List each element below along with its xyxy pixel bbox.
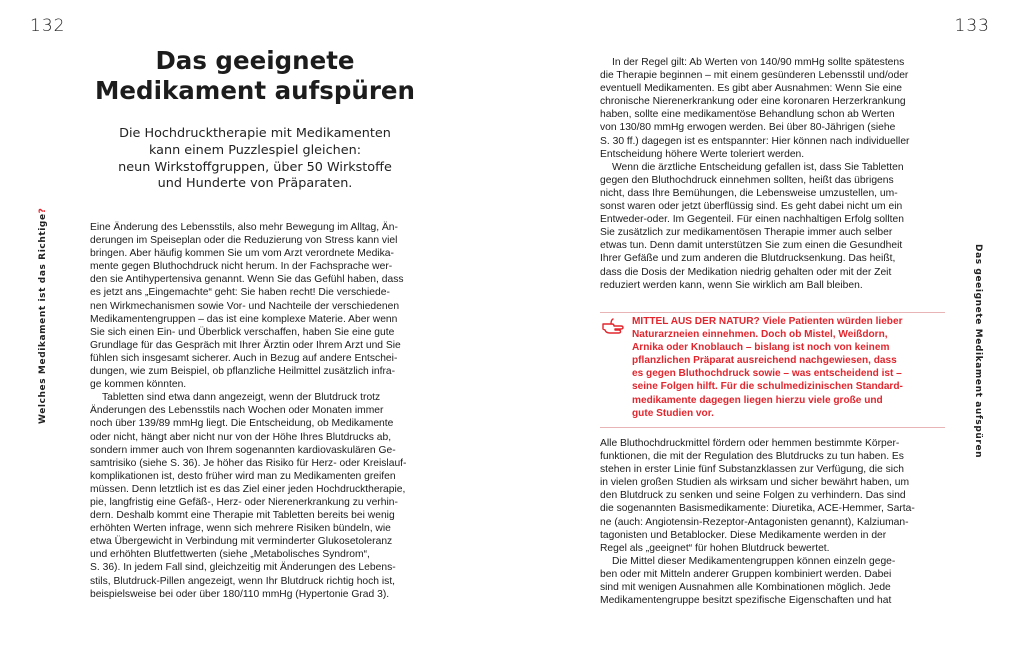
text-line: komplikationen ist, desto früher wird man zu Medikamenten greifen — [90, 470, 396, 482]
text-line: In der Regel gilt: Ab Werten von 140/90 mmHg sollte spätestens — [612, 57, 905, 68]
lead-line: Die Hochdrucktherapie mit Medikamenten — [119, 126, 391, 141]
side-tab-left-mark: ? — [38, 207, 48, 214]
text-line: ge kommen könnten. — [90, 379, 187, 391]
tip-text — [632, 315, 945, 420]
text-line: in vielen großen Studien als wirksam und sicher bewährt haben, um — [600, 477, 910, 489]
page-title-line: Das geeignete — [155, 46, 355, 75]
text-line: den sie Antihypertensiva genannt. Wenn Sie das Gefühl haben, dass — [90, 274, 404, 286]
tip-line: es gegen Bluthochdruck sowie – was entscheidend ist – — [632, 368, 902, 380]
text-line: funktionen, die mit der Regulation des Blutdrucks zu tun haben. Es — [600, 451, 904, 463]
text-line: eventuell Medikamenten. Es gibt aber Ausnahmen: Wenn Sie eine — [600, 83, 903, 95]
right-body-text-top — [600, 56, 945, 292]
tip-line: MITTEL AUS DER NATUR? Viele Patienten würden lieber — [632, 316, 903, 327]
text-line: derungen im Speiseplan oder die Reduzierung von Stress kann viel — [90, 235, 398, 247]
text-line: etwa Übergewicht in Verbindung mit verminderter Glukosetoleranz — [90, 536, 393, 548]
text-line: Ihrer Gefäße und zum anderen die Blutdrucksenkung. Das heißt, — [600, 253, 896, 265]
text-line: Medikamentengruppen – das ist eine komplexe Materie. Aber wenn — [90, 313, 398, 325]
text-line: pie, langfristig eine Gefäß-, Herz- oder Nierenerkrankung zu verhin- — [90, 496, 398, 508]
side-tab-left — [38, 207, 48, 424]
text-line: tagonisten und Betablocker. Diese Medikamente werden in der — [600, 529, 887, 541]
left-body-text — [90, 221, 425, 601]
text-line: Alle Bluthochdruckmittel fördern oder hemmen bestimmte Körper- — [600, 438, 900, 449]
text-line: chronische Nierenerkrankung oder eine koronaren Herzerkrankung — [600, 96, 906, 108]
text-line: etwas tun. Denn damit unterstützen Sie zum einen die Gesundheit — [600, 240, 903, 252]
text-line: sind mit wenigen Ausnahmen alle Kombinationen möglich. Jede — [600, 582, 891, 594]
page-number-right: 133 — [954, 16, 990, 36]
side-tab-right: Das geeignete Medikament aufspüren — [973, 244, 983, 459]
tip-line: medikamente dagegen liegen hierzu viele große und — [632, 394, 883, 406]
text-line: Entscheidung höhere Werte toleriert werden. — [600, 148, 805, 160]
lead-line: neun Wirkstoffgruppen, über 50 Wirkstoffe — [118, 159, 392, 175]
text-line: Eine Änderung des Lebensstils, also mehr Bewegung im Alltag, Än- — [90, 222, 398, 233]
tip-divider — [600, 427, 945, 428]
tip-line: Arnika oder Knoblauch – bislang ist noch von keinem — [632, 342, 890, 354]
text-line: ne (auch: Angiotensin-Rezeptor-Antagonisten genannt), Kalziuman- — [600, 516, 909, 528]
text-line: ben oder mit Mitteln anderer Gruppen kombiniert werden. Dabei — [600, 568, 892, 580]
text-line: nen Wirkmechanismen sowie Vor- und Nachteile der verschiedenen — [90, 300, 400, 312]
text-line: Tabletten sind etwa dann angezeigt, wenn der Blutdruck trotz — [102, 392, 381, 404]
text-line: dern. Deshalb kommt eine Therapie mit Tabletten bereits bei wenig — [90, 510, 395, 522]
text-line: noch über 139/89 mmHg liegt. Die Entscheidung, ob Medikamente — [90, 418, 394, 430]
text-line: müssen. Denn letztlich ist es das Ziel einer jeden Hochdrucktherapie, — [90, 483, 406, 495]
text-line: sondern immer auch von Ihrem sogenannten kardiovaskulären Ge- — [90, 444, 396, 456]
lead-line: und Hunderte von Präparaten. — [157, 176, 353, 192]
text-line: die sogenannten Basismedikamente: Diuretika, ACE-Hemmer, Sarta- — [600, 503, 915, 515]
text-line: Wenn die ärztliche Entscheidung gefallen ist, dass Sie Tabletten — [612, 161, 904, 173]
text-line: beispielsweise bei oder über 180/110 mmHg (Hypertonie Grad 3). — [90, 588, 390, 600]
pointing-hand-icon — [602, 317, 626, 337]
text-line: Medikamentengruppe besitzt spezifische Eigenschaften und hat — [600, 595, 892, 607]
text-line: Regel als „geeignet“ für hohen Blutdruck bewertet. — [600, 542, 830, 554]
text-line: den Blutdruck zu senken und seine Folgen zu verhindern. Das sind — [600, 490, 906, 502]
text-line: Grundlage für das Gespräch mit Ihrer Ärztin oder Ihrem Arzt und Sie — [90, 339, 401, 351]
lead-line: kann einem Puzzlespiel gleichen: — [148, 142, 362, 158]
side-tab-left-text: Welches Medikament ist das Richtige — [38, 213, 48, 424]
page-title-line: Medikament aufspüren — [95, 76, 415, 105]
text-line: oder nicht, hängt aber nicht nur von der Höhe Ihres Blutdrucks ab, — [90, 431, 392, 443]
text-line: erhöhten Werten infrage, wenn sich mehrere Risiken bündeln, wie — [90, 523, 391, 535]
text-line: Sie sich einen Ein- und Überblick verschaffen, haben Sie eine gute — [90, 326, 395, 338]
text-line: stils, Blutdruck-Pillen angezeigt, wenn Ihr Blutdruck richtig hoch ist, — [90, 575, 396, 587]
text-line: haben, sollte eine medikamentöse Behandlung schon ab Werten — [600, 109, 895, 121]
text-line: S. 36). In jedem Fall sind, gleichzeitig mit Änderungen des Lebens- — [90, 562, 396, 574]
tip-line: gute Studien vor. — [632, 407, 714, 419]
text-line: dungen, wie zum Beispiel, ob pflanzliche Heilmittel zusätzlich infra- — [90, 366, 396, 378]
tip-line: Naturarzneien einnehmen. Doch ob Mistel, Weißdorn, — [632, 329, 888, 341]
text-line: Änderungen des Lebensstils nach Wochen oder Monaten immer — [90, 405, 384, 417]
text-line: gegen den Bluthochdruck einnehmen sollten, heißt das übrigens — [600, 174, 894, 186]
text-line: von 130/80 mmHg erwogen werden. Bei über 80-Jährigen (siehe — [600, 122, 896, 134]
text-line: Sie zusätzlich zur medikamentösen Therapie immer auch selber — [600, 227, 893, 239]
text-line: mente gegen Bluthochdruck nicht herum. In der Fachsprache wer- — [90, 261, 393, 273]
text-line: reduziert werden kann, wenn Sie wirklich am Ball bleiben. — [600, 279, 863, 291]
right-body-text-bottom — [600, 437, 945, 607]
text-line: und erhöhten Blutfettwerten (siehe „Metabolisches Syndrom“, — [90, 549, 370, 561]
text-line: nicht, dass Ihre Bemühungen, die Lebensweise umzustellen, um- — [600, 187, 898, 199]
text-line: Entweder-oder. Im Gegenteil. Für einen nachhaltigen Erfolg sollten — [600, 214, 904, 226]
page-number-left: 132 — [30, 16, 66, 36]
text-line: samtrisiko (siehe S. 36). Je höher das Risiko für Herz- oder Kreislauf- — [90, 457, 407, 469]
tip-line: pflanzlichen Präparat ausreichend nachgewiesen, dass — [632, 355, 897, 367]
text-line: die Therapie beginnen – mit einem gesünderen Lebensstil und/oder — [600, 70, 909, 82]
text-line: sonst waren oder jetzt überflüssig sind. Es geht dabei nicht um ein — [600, 201, 903, 213]
page-title — [80, 46, 430, 106]
tip-line: seine Folgen hilft. Für die schulmedizinischen Standard- — [632, 381, 903, 393]
text-line: dass die Dosis der Medikation niedrig gehalten oder mit der Zeit — [600, 266, 892, 278]
text-line: stehen in erster Linie fünf Substanzklassen zur Verfügung, die sich — [600, 464, 904, 476]
text-line: fühlen sich insgesamt sicherer. Auch in Bezug auf andere Entschei- — [90, 352, 398, 364]
lead-paragraph — [80, 126, 430, 193]
text-line: bringen. Aber häufig kommen Sie um vom Arzt verordnete Medika- — [90, 248, 394, 260]
text-line: es jetzt ans „Eingemachte“ geht: Sie haben recht! Die verschiede- — [90, 287, 390, 299]
tip-box — [600, 312, 945, 420]
text-line: S. 30 ff.) dagegen ist es entspannter: Hier können nach individueller — [600, 135, 910, 147]
text-line: Die Mittel dieser Medikamentengruppen können einzeln gege- — [612, 555, 896, 567]
